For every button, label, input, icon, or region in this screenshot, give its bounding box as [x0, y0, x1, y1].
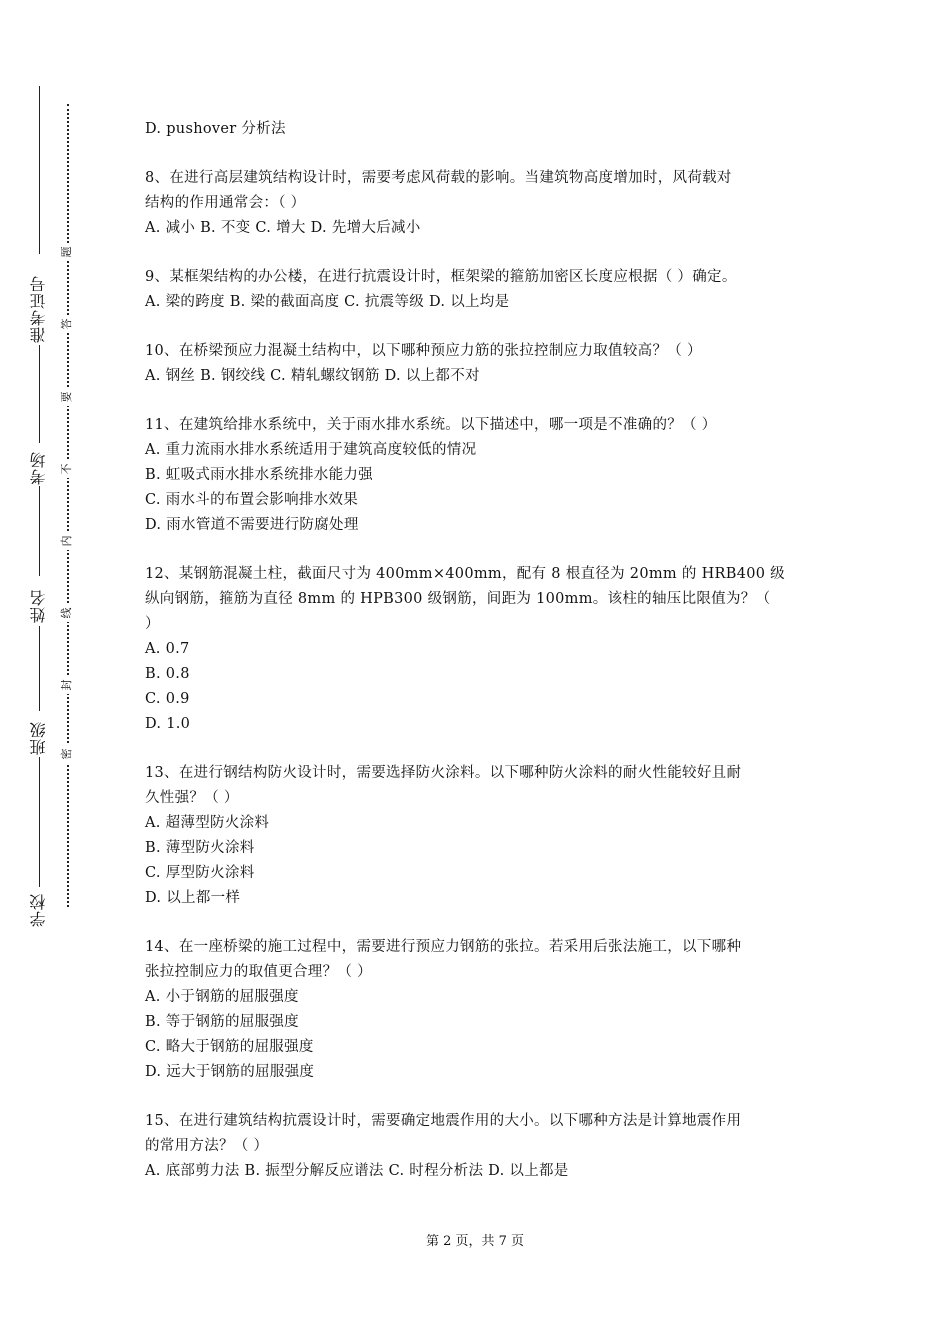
field-line [39, 486, 40, 576]
question-text: 结构的作用通常会：（ ） [145, 195, 306, 211]
field-label-class: 班级 [29, 721, 48, 755]
question-8 [145, 166, 815, 241]
field-line [39, 626, 40, 711]
option-line: A. 梁的跨度 B. 梁的截面高度 C. 抗震等级 D. 以上均是 [145, 294, 510, 310]
option-line: D. pushover 分析法 [145, 121, 286, 137]
option-line: A. 重力流雨水排水系统适用于建筑高度较低的情况 [145, 442, 477, 458]
question-text: 纵向钢筋，箍筋为直径 8mm 的 HPB300 级钢筋，间距为 100mm。该柱的轴压比限值为？（ [145, 591, 771, 607]
option-line: A. 减小 B. 不变 C. 增大 D. 先增大后减小 [145, 220, 421, 236]
seal-char: 不 [59, 460, 75, 478]
page-footer: 第 2 页，共 7 页 [425, 1234, 525, 1249]
question-10 [145, 339, 815, 389]
option-line: A. 钢丝 B. 钢绞线 C. 精轧螺纹钢筋 D. 以上都不对 [145, 368, 480, 384]
question-text: 14、在一座桥梁的施工过程中，需要进行预应力钢筋的张拉。若采用后张法施工，以下哪种 [145, 939, 742, 955]
option-line: A. 底部剪力法 B. 振型分解反应谱法 C. 时程分析法 D. 以上都是 [145, 1163, 569, 1179]
option-line: A. 小于钢筋的屈服强度 [145, 989, 299, 1005]
question-text: 的常用方法？（ ） [145, 1138, 269, 1154]
option-line: D. 1.0 [145, 716, 191, 732]
question-11 [145, 413, 815, 538]
option-line: A. 超薄型防火涂料 [145, 815, 270, 831]
seal-char: 要 [59, 388, 75, 406]
question-list [145, 117, 815, 1208]
seal-char: 密 [59, 745, 75, 763]
option-line: C. 略大于钢筋的屈服强度 [145, 1039, 314, 1055]
option-line: B. 0.8 [145, 666, 190, 682]
field-label-exam-room: 考场 [29, 451, 48, 485]
field-line [39, 757, 40, 887]
option-line: B. 虹吸式雨水排水系统排水能力强 [145, 467, 373, 483]
seal-line [67, 104, 69, 907]
question-12 [145, 562, 815, 737]
question-7-tail [145, 117, 815, 142]
option-line: B. 薄型防火涂料 [145, 840, 255, 856]
option-line: D. 以上都一样 [145, 890, 241, 906]
option-line: B. 等于钢筋的屈服强度 [145, 1014, 299, 1030]
question-13 [145, 761, 815, 911]
question-text: ） [145, 616, 160, 632]
option-line: D. 雨水管道不需要进行防腐处理 [145, 517, 359, 533]
question-text: 8、在进行高层建筑结构设计时，需要考虑风荷载的影响。当建筑物高度增加时，风荷载对 [145, 170, 732, 186]
field-label-exam-number: 准考证号 [29, 275, 48, 343]
seal-char: 线 [59, 604, 75, 622]
option-line: C. 0.9 [145, 691, 190, 707]
field-label-school: 学校 [29, 893, 48, 927]
question-text: 11、在建筑给排水系统中，关于雨水排水系统。以下描述中，哪一项是不准确的？（ ） [145, 417, 717, 433]
question-text: 张拉控制应力的取值更合理？（ ） [145, 964, 372, 980]
seal-char: 内 [59, 532, 75, 550]
question-14 [145, 935, 815, 1085]
seal-char: 封 [59, 676, 75, 694]
question-text: 15、在进行建筑结构抗震设计时，需要确定地震作用的大小。以下哪种方法是计算地震作用 [145, 1113, 742, 1129]
option-line: A. 0.7 [145, 641, 190, 657]
option-line: C. 雨水斗的布置会影响排水效果 [145, 492, 359, 508]
field-label-name: 姓名 [29, 589, 48, 623]
field-line [39, 86, 40, 254]
question-text: 久性强？（ ） [145, 790, 239, 806]
question-text: 9、某框架结构的办公楼，在进行抗震设计时，框架梁的箍筋加密区长度应根据（ ）确定。 [145, 269, 737, 285]
question-text: 13、在进行钢结构防火设计时，需要选择防火涂料。以下哪种防火涂料的耐火性能较好且耐 [145, 765, 742, 781]
field-line [39, 345, 40, 443]
question-text: 10、在桥梁预应力混凝土结构中，以下哪种预应力筋的张拉控制应力取值较高？（ ） [145, 343, 702, 359]
seal-char: 答 [59, 315, 75, 333]
question-15 [145, 1109, 815, 1184]
option-line: D. 远大于钢筋的屈服强度 [145, 1064, 315, 1080]
seal-char: 题 [59, 243, 75, 261]
option-line: C. 厚型防火涂料 [145, 865, 255, 881]
question-text: 12、某钢筋混凝土柱，截面尺寸为 400mm×400mm，配有 8 根直径为 20mm 的 HRB400 级 [145, 566, 785, 582]
binding-margin [0, 0, 100, 1344]
question-9 [145, 265, 815, 315]
